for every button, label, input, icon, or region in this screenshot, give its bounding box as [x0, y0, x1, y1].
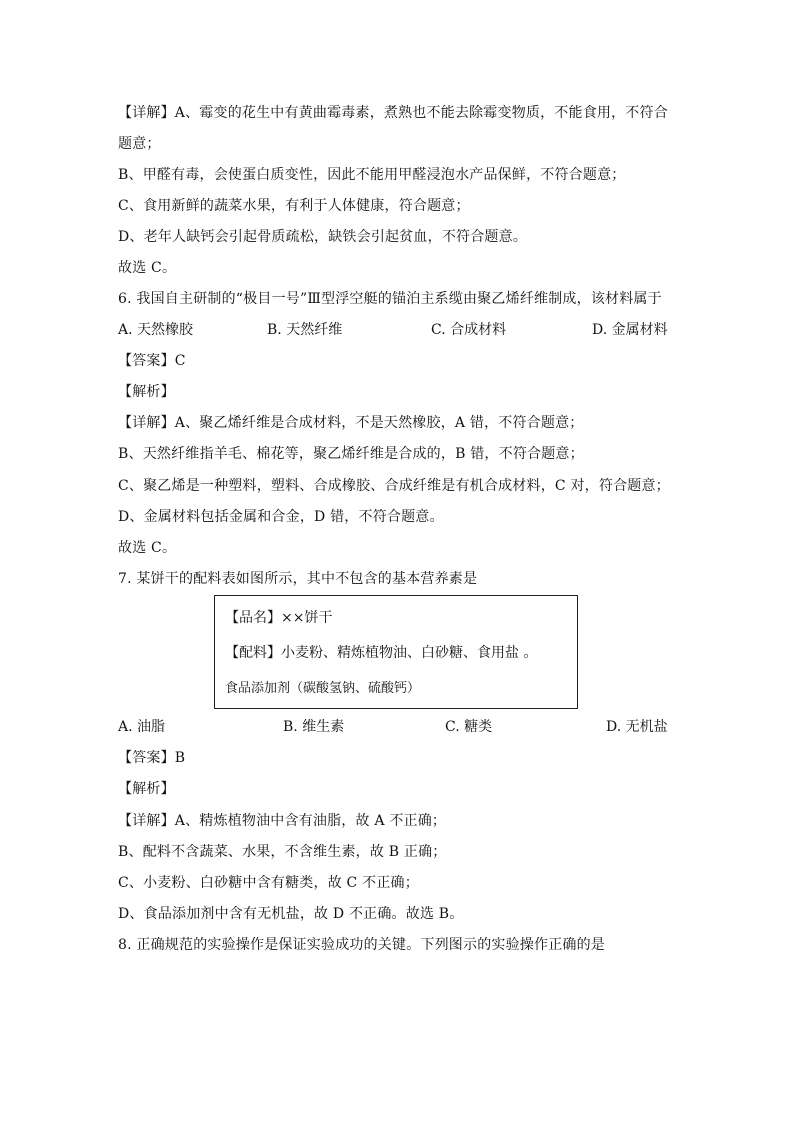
- ingredients-line: 【配料】小麦粉、精炼植物油、白砂糖、食用盐 。: [225, 645, 538, 661]
- q6-stem: 6. 我国自主研制的“极目一号”Ⅲ型浮空艇的锚泊主系缆由聚乙烯纤维制成，该材料属于: [118, 291, 662, 307]
- q7-answer: 【答案】B: [118, 750, 186, 766]
- q5-detail-line-3: B、甲醛有毒，会使蛋白质变性，因此不能用甲醛浸泡水产品保鲜，不符合题意；: [118, 167, 626, 183]
- q6-option-d: D. 金属材料: [592, 322, 668, 338]
- q6-detail-line-1: 【详解】A、聚乙烯纤维是合成材料，不是天然橡胶，A 错，不符合题意；: [118, 415, 584, 431]
- q7-detail-line-4: D、食品添加剂中含有无机盐，故 D 不正确。故选 B。: [118, 906, 464, 922]
- q7-option-c: C. 糖类: [445, 719, 493, 735]
- product-name-line: 【品名】××饼干: [225, 610, 333, 626]
- q6-option-a: A. 天然橡胶: [118, 322, 194, 338]
- q6-detail-line-3: C、聚乙烯是一种塑料，塑料、合成橡胶、合成纤维是有机合成材料，C 对，符合题意；: [118, 478, 670, 494]
- q7-option-b: B. 维生素: [283, 719, 345, 735]
- q6-option-c: C. 合成材料: [431, 322, 507, 338]
- q6-detail-line-4: D、金属材料包括金属和合金，D 错，不符合题意。: [118, 509, 444, 525]
- q5-conclusion: 故选 C。: [118, 260, 177, 276]
- q6-answer: 【答案】C: [118, 353, 186, 369]
- ingredient-label-box: [214, 595, 578, 709]
- q7-stem: 7. 某饼干的配料表如图所示，其中不包含的基本营养素是: [118, 571, 478, 587]
- q7-option-a: A. 油脂: [118, 719, 166, 735]
- q7-option-d: D. 无机盐: [606, 719, 668, 735]
- q6-conclusion: 故选 C。: [118, 540, 177, 556]
- q5-detail-line-5: D、老年人缺钙会引起骨质疏松，缺铁会引起贫血，不符合题意。: [118, 229, 528, 245]
- q6-analysis-label: 【解析】: [118, 384, 175, 400]
- q7-analysis-label: 【解析】: [118, 781, 175, 797]
- q6-detail-line-2: B、天然纤维指羊毛、棉花等，聚乙烯纤维是合成的，B 错，不符合题意；: [118, 446, 584, 462]
- q5-detail-line-1: 【详解】A、霉变的花生中有黄曲霉毒素，煮熟也不能去除霉变物质，不能食用，不符合: [118, 105, 668, 121]
- q7-detail-line-3: C、小麦粉、白砂糖中含有糖类，故 C 不正确；: [118, 875, 419, 891]
- q5-detail-line-2: 题意；: [118, 136, 161, 152]
- additive-line: 食品添加剂（碳酸氢钠、硫酸钙）: [225, 681, 421, 696]
- q7-detail-line-2: B、配料不含蔬菜、水果，不含维生素，故 B 正确；: [118, 844, 447, 860]
- q5-detail-line-4: C、食用新鲜的蔬菜水果，有利于人体健康，符合题意；: [118, 198, 470, 214]
- q6-option-b: B. 天然纤维: [267, 322, 343, 338]
- q7-detail-line-1: 【详解】A、精炼植物油中含有油脂，故 A 不正确；: [118, 813, 447, 829]
- q8-stem: 8. 正确规范的实验操作是保证实验成功的关键。下列图示的实验操作正确的是: [118, 937, 606, 953]
